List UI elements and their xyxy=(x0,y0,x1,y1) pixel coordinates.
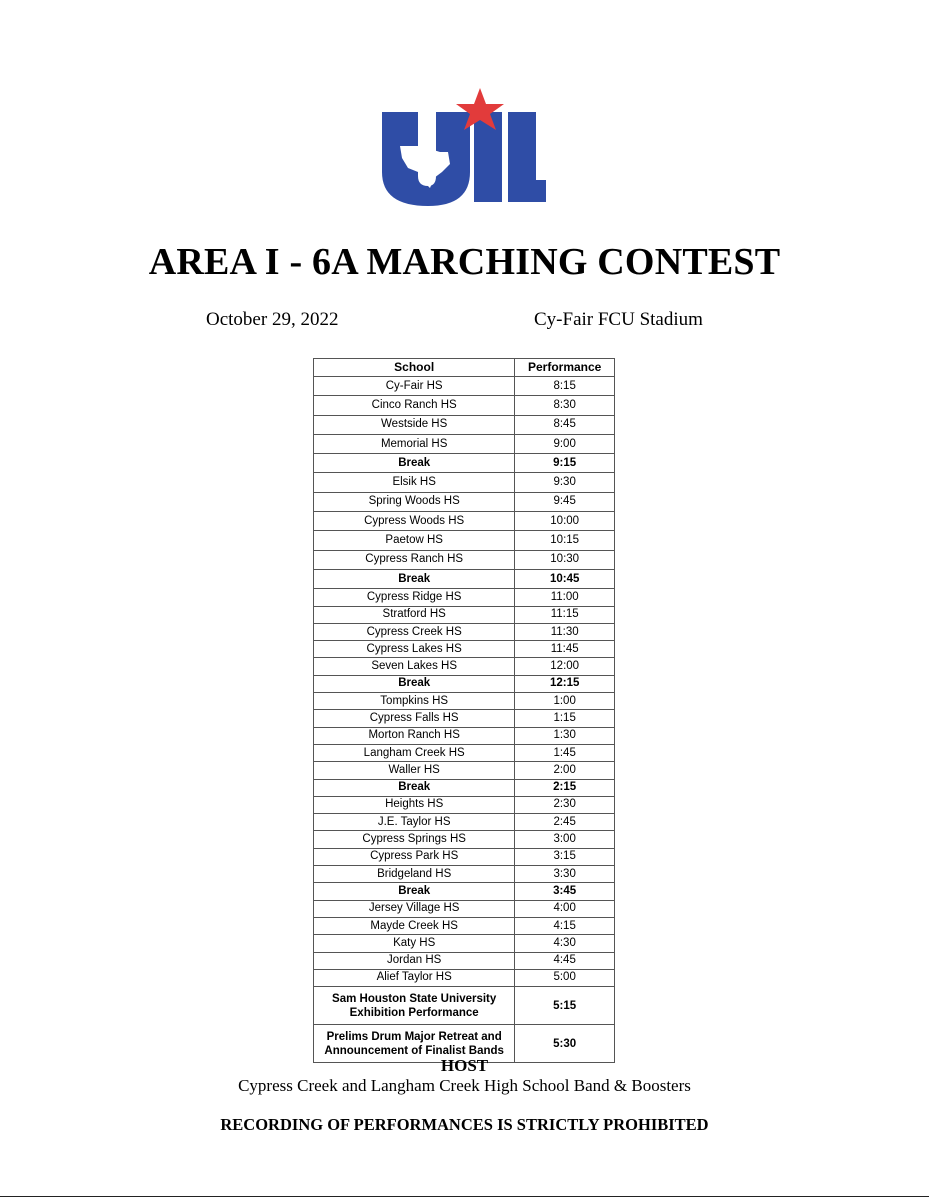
page-title: AREA I - 6A MARCHING CONTEST xyxy=(148,241,781,283)
school-cell: Cypress Ridge HS xyxy=(314,589,515,606)
school-cell: Katy HS xyxy=(314,935,515,952)
break-row xyxy=(314,454,615,473)
table-header-row xyxy=(314,359,615,377)
time-cell: 10:15 xyxy=(515,531,615,550)
time-cell: 11:15 xyxy=(515,606,615,623)
time-cell: 2:15 xyxy=(515,779,615,796)
school-cell: Cy-Fair HS xyxy=(314,377,515,396)
break-row xyxy=(314,883,615,900)
uil-logo xyxy=(378,86,548,208)
school-cell: Seven Lakes HS xyxy=(314,658,515,675)
school-cell: Cypress Falls HS xyxy=(314,710,515,727)
table-row xyxy=(314,866,615,883)
time-cell: 1:00 xyxy=(515,693,615,710)
table-row xyxy=(314,512,615,531)
time-cell: 5:00 xyxy=(515,969,615,986)
table-row xyxy=(314,589,615,606)
table-row xyxy=(314,641,615,658)
school-cell: Break xyxy=(314,883,515,900)
table-row xyxy=(314,710,615,727)
school-cell: Heights HS xyxy=(314,796,515,813)
table-row xyxy=(314,623,615,640)
event-date: October 29, 2022 xyxy=(206,309,339,330)
school-cell: Morton Ranch HS xyxy=(314,727,515,744)
school-cell: Cypress Creek HS xyxy=(314,623,515,640)
school-cell: Break xyxy=(314,454,515,473)
school-cell: J.E. Taylor HS xyxy=(314,814,515,831)
time-cell: 4:45 xyxy=(515,952,615,969)
time-cell: 4:00 xyxy=(515,900,615,917)
table-row xyxy=(314,727,615,744)
school-cell: Cypress Ranch HS xyxy=(314,550,515,569)
time-cell: 3:45 xyxy=(515,883,615,900)
table-row xyxy=(314,987,615,1025)
time-cell: 10:30 xyxy=(515,550,615,569)
table-row xyxy=(314,658,615,675)
time-cell: 8:30 xyxy=(515,396,615,415)
schedule-table xyxy=(313,358,615,1063)
time-cell: 9:30 xyxy=(515,473,615,492)
school-cell: Spring Woods HS xyxy=(314,492,515,511)
school-cell: Alief Taylor HS xyxy=(314,969,515,986)
table-row xyxy=(314,415,615,434)
time-cell: 1:30 xyxy=(515,727,615,744)
table-row xyxy=(314,848,615,865)
time-cell: 5:30 xyxy=(515,1025,615,1063)
host-description: Cypress Creek and Langham Creek High School Band & Boosters xyxy=(238,1076,691,1095)
table-row xyxy=(314,935,615,952)
school-cell: Bridgeland HS xyxy=(314,866,515,883)
time-cell: 3:00 xyxy=(515,831,615,848)
table-row xyxy=(314,693,615,710)
break-row xyxy=(314,779,615,796)
table-row xyxy=(314,831,615,848)
time-cell: 2:00 xyxy=(515,762,615,779)
time-cell: 9:15 xyxy=(515,454,615,473)
break-row xyxy=(314,569,615,588)
table-row xyxy=(314,744,615,761)
time-cell: 11:45 xyxy=(515,641,615,658)
school-cell: Cinco Ranch HS xyxy=(314,396,515,415)
school-cell: Waller HS xyxy=(314,762,515,779)
school-cell: Mayde Creek HS xyxy=(314,917,515,934)
time-cell: 10:00 xyxy=(515,512,615,531)
table-row xyxy=(314,814,615,831)
table-row xyxy=(314,900,615,917)
table-row xyxy=(314,396,615,415)
table-row xyxy=(314,531,615,550)
school-cell: Cypress Park HS xyxy=(314,848,515,865)
time-cell: 12:15 xyxy=(515,675,615,692)
time-cell: 1:45 xyxy=(515,744,615,761)
time-cell: 11:00 xyxy=(515,589,615,606)
school-cell: Memorial HS xyxy=(314,434,515,453)
time-cell: 1:15 xyxy=(515,710,615,727)
table-row xyxy=(314,434,615,453)
school-cell: Cypress Woods HS xyxy=(314,512,515,531)
time-cell: 9:45 xyxy=(515,492,615,511)
table-row xyxy=(314,492,615,511)
table-row xyxy=(314,606,615,623)
time-cell: 3:30 xyxy=(515,866,615,883)
event-venue: Cy-Fair FCU Stadium xyxy=(534,309,703,330)
time-cell: 12:00 xyxy=(515,658,615,675)
column-header-school: School xyxy=(314,359,515,377)
time-cell: 9:00 xyxy=(515,434,615,453)
recording-notice: RECORDING OF PERFORMANCES IS STRICTLY PROHIBITED xyxy=(220,1115,709,1134)
school-cell: Paetow HS xyxy=(314,531,515,550)
time-cell: 10:45 xyxy=(515,569,615,588)
table-row xyxy=(314,473,615,492)
school-cell: Cypress Lakes HS xyxy=(314,641,515,658)
school-cell: Break xyxy=(314,675,515,692)
table-row xyxy=(314,796,615,813)
time-cell: 11:30 xyxy=(515,623,615,640)
school-cell: Elsik HS xyxy=(314,473,515,492)
break-row xyxy=(314,675,615,692)
time-cell: 8:15 xyxy=(515,377,615,396)
school-cell: Tompkins HS xyxy=(314,693,515,710)
host-label: HOST xyxy=(440,1056,489,1075)
time-cell: 2:45 xyxy=(515,814,615,831)
school-cell: Westside HS xyxy=(314,415,515,434)
table-row xyxy=(314,917,615,934)
table-row xyxy=(314,377,615,396)
time-cell: 5:15 xyxy=(515,987,615,1025)
school-cell: Prelims Drum Major Retreat and Announcement of Finalist Bands xyxy=(314,1025,515,1063)
school-cell: Jersey Village HS xyxy=(314,900,515,917)
time-cell: 3:15 xyxy=(515,848,615,865)
school-cell: Cypress Springs HS xyxy=(314,831,515,848)
time-cell: 4:30 xyxy=(515,935,615,952)
school-cell: Langham Creek HS xyxy=(314,744,515,761)
time-cell: 2:30 xyxy=(515,796,615,813)
school-cell: Break xyxy=(314,779,515,796)
table-row xyxy=(314,952,615,969)
table-row xyxy=(314,969,615,986)
time-cell: 4:15 xyxy=(515,917,615,934)
school-cell: Break xyxy=(314,569,515,588)
school-cell: Stratford HS xyxy=(314,606,515,623)
time-cell: 8:45 xyxy=(515,415,615,434)
column-header-performance: Performance xyxy=(515,359,615,377)
school-cell: Sam Houston State University Exhibition Performance xyxy=(314,987,515,1025)
school-cell: Jordan HS xyxy=(314,952,515,969)
table-row xyxy=(314,762,615,779)
page-divider xyxy=(0,1196,929,1197)
table-row xyxy=(314,550,615,569)
